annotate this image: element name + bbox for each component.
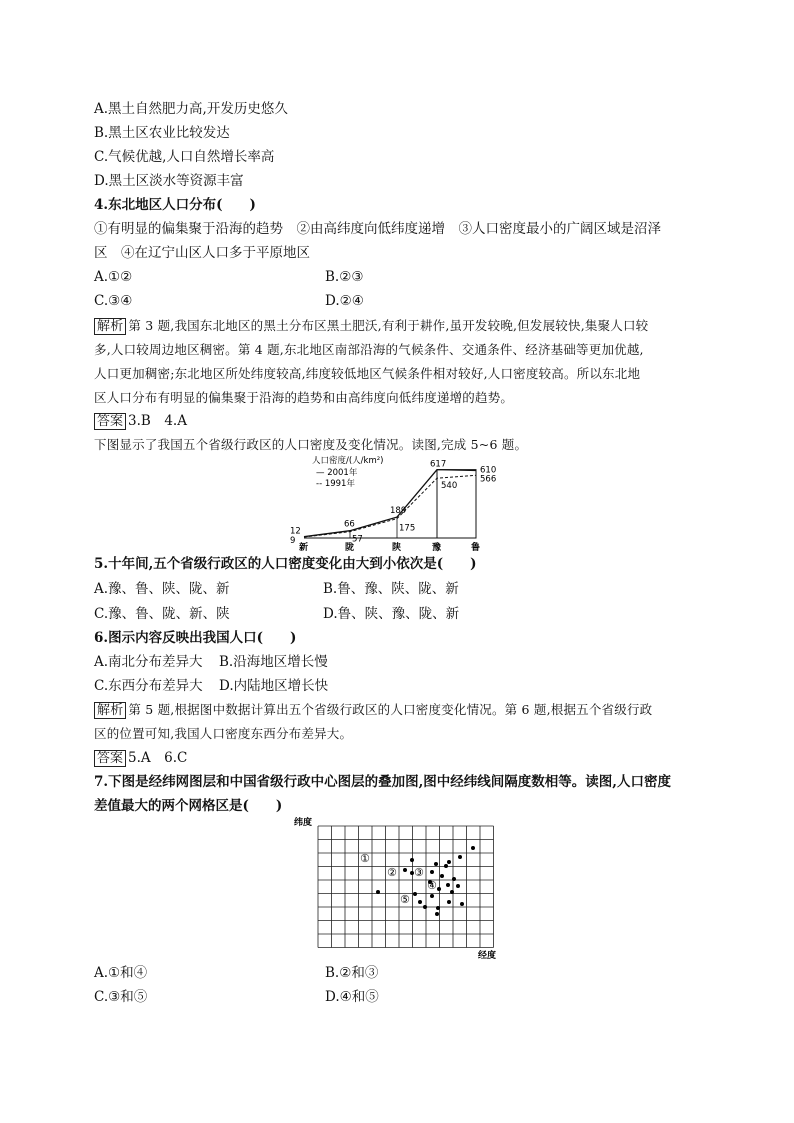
city-dot xyxy=(436,906,440,910)
q3-option-a: A.黑土自然肥力高,开发历史悠久 xyxy=(94,101,288,117)
category-label: 豫 xyxy=(432,543,442,552)
city-dot xyxy=(444,864,448,868)
q4-statements-line2: 区 ④在辽宁山区人口多于平原地区 xyxy=(94,245,310,261)
marker-5: ⑤ xyxy=(400,893,410,906)
category-label: 新 xyxy=(299,543,309,552)
q6-options-row1 xyxy=(94,653,328,671)
city-dot xyxy=(434,862,438,866)
q7-option-d: D.④和⑤ xyxy=(325,989,379,1005)
q4-options-row2 xyxy=(94,292,364,310)
chart-title: 人口密度/(人/km²) xyxy=(312,456,384,466)
marker-2: ② xyxy=(387,866,397,879)
legend-1991: -- 1991年 xyxy=(316,479,355,489)
lat-lon-grid-map xyxy=(292,814,506,962)
city-dot xyxy=(435,912,439,916)
q6-option-d: D.内陆地区增长快 xyxy=(219,678,329,694)
city-dot xyxy=(458,855,462,859)
region-markers xyxy=(360,852,437,906)
q3-option-d: D.黑土区淡水等资源丰富 xyxy=(94,173,244,189)
category-label: 鲁 xyxy=(471,543,481,552)
city-dot xyxy=(430,870,434,874)
q7-options-row2 xyxy=(94,988,379,1006)
q4-options-row1 xyxy=(94,268,364,286)
data-label-2001: 12 xyxy=(290,526,301,537)
city-dot xyxy=(423,905,427,909)
q7-stem-line1: 7.下图是经纬网图层和中国省级行政中心图层的叠加图,图中经纬线间隔度数相等。读图,人口密度 xyxy=(94,774,671,790)
q4-option-d: D.②④ xyxy=(325,293,364,309)
explanation-tag: 解析 xyxy=(94,318,126,335)
q3-option-b: B.黑土区农业比较发达 xyxy=(94,125,230,141)
data-label-2001: 617 xyxy=(430,459,447,470)
q5-option-c: C.豫、鲁、陇、新、陕 xyxy=(94,606,230,622)
q5-option-d: D.鲁、陕、豫、陇、新 xyxy=(323,606,460,622)
q6-stem: 6.图示内容反映出我国人口( ) xyxy=(94,630,297,646)
city-dot xyxy=(447,860,451,864)
q5-options-row2 xyxy=(94,605,460,623)
exp34-line4: 区人口分布有明显的偏集聚于沿海的趋势和由高纬度向低纬度递增的趋势。 xyxy=(94,390,514,405)
ans56: 答案 5.A 6.C xyxy=(94,749,187,768)
population-density-chart xyxy=(280,452,520,552)
exp34-line2: 多,人口较周边地区稠密。第 4 题,东北地区南部沿海的气候条件、交通条件、经济基础等更加优越, xyxy=(94,342,644,357)
grid-lines xyxy=(318,826,494,948)
city-dot xyxy=(456,884,460,888)
answer-tag: 答案 xyxy=(94,750,126,767)
ans34: 答案 3.B 4.A xyxy=(94,412,187,431)
q7-option-c: C.③和⑤ xyxy=(94,989,148,1005)
city-dot xyxy=(413,892,417,896)
city-dot xyxy=(376,890,380,894)
q3-option-c: C.气候优越,人口自然增长率高 xyxy=(94,149,275,165)
q7-option-b: B.②和③ xyxy=(325,965,379,981)
exp34-line3: 人口更加稠密;东北地区所处纬度较高,纬度较低地区气候条件相对较好,人口密度较高。所以东北地 xyxy=(94,366,641,381)
exp56-line1: 解析 第 5 题,根据图中数据计算出五个省级行政区的人口密度变化情况。第 6 题,根据五个省级行政 xyxy=(94,701,652,720)
q4-statements-line1: ①有明显的偏集聚于沿海的趋势 ②由高纬度向低纬度递增 ③人口密度最小的广阔区域是沼泽 xyxy=(94,221,661,237)
city-dot xyxy=(452,877,456,881)
city-dot xyxy=(460,902,464,906)
city-dot xyxy=(447,900,451,904)
city-dot xyxy=(471,846,475,850)
q4-option-a: A.①② xyxy=(94,269,133,285)
legend-2001: — 2001年 xyxy=(316,468,358,478)
city-dot xyxy=(410,858,414,862)
data-label-2001: 610 xyxy=(480,465,497,476)
city-dot xyxy=(418,900,422,904)
q6-option-b: B.沿海地区增长慢 xyxy=(219,654,328,670)
data-label-2001: 189 xyxy=(390,506,407,517)
data-label-1991: 540 xyxy=(441,481,458,492)
exp56-line2: 区的位置可知,我国人口密度东西分布差异大。 xyxy=(94,726,353,741)
data-label-1991: 9 xyxy=(290,536,296,547)
q5-stem: 5.十年间,五个省级行政区的人口密度变化由大到小依次是( ) xyxy=(94,556,477,572)
data-label-1991: 566 xyxy=(480,474,497,485)
q5-option-b: B.鲁、豫、陕、陇、新 xyxy=(323,581,459,597)
q5-option-a: A.豫、鲁、陕、陇、新 xyxy=(94,581,230,597)
marker-3: ③ xyxy=(414,866,424,879)
q4-stem: 4.东北地区人口分布( ) xyxy=(94,197,256,213)
city-dot xyxy=(437,887,441,891)
q6-options-row2 xyxy=(94,677,329,695)
q7-option-a: A.①和④ xyxy=(94,965,148,981)
city-dots xyxy=(376,846,475,916)
chart-box-east xyxy=(437,470,476,538)
marker-4: ④ xyxy=(427,879,437,892)
q5-options-row1 xyxy=(94,580,459,598)
data-label-1991: 175 xyxy=(399,523,416,534)
category-label: 陕 xyxy=(392,543,402,552)
q4-option-c: C.③④ xyxy=(94,293,133,309)
intro56: 下图显示了我国五个省级行政区的人口密度及变化情况。读图,完成 5~6 题。 xyxy=(94,437,528,452)
q6-option-a: A.南北分布差异大 xyxy=(94,654,203,670)
city-dot xyxy=(430,894,434,898)
category-label: 陇 xyxy=(345,543,355,552)
explanation-tag: 解析 xyxy=(94,702,126,719)
q7-stem-line2: 差值最大的两个网格区是( ) xyxy=(94,798,283,814)
city-dot xyxy=(403,868,407,872)
exp34-line1: 解析 第 3 题,我国东北地区的黑土分布区黑土肥沃,有利于耕作,虽开发较晚,但发展较快,集聚人口较 xyxy=(94,317,648,336)
city-dot xyxy=(450,890,454,894)
city-dot xyxy=(446,883,450,887)
q6-option-c: C.东西分布差异大 xyxy=(94,678,203,694)
q4-option-b: B.②③ xyxy=(325,269,364,285)
longitude-label: 经度 xyxy=(478,951,497,961)
latitude-label: 纬度 xyxy=(294,818,313,828)
q7-options-row1 xyxy=(94,964,379,982)
data-label-2001: 66 xyxy=(344,519,355,530)
marker-1: ① xyxy=(360,852,370,865)
answer-tag: 答案 xyxy=(94,413,126,430)
data-label-1991: 57 xyxy=(352,534,363,545)
city-dot xyxy=(440,874,444,878)
